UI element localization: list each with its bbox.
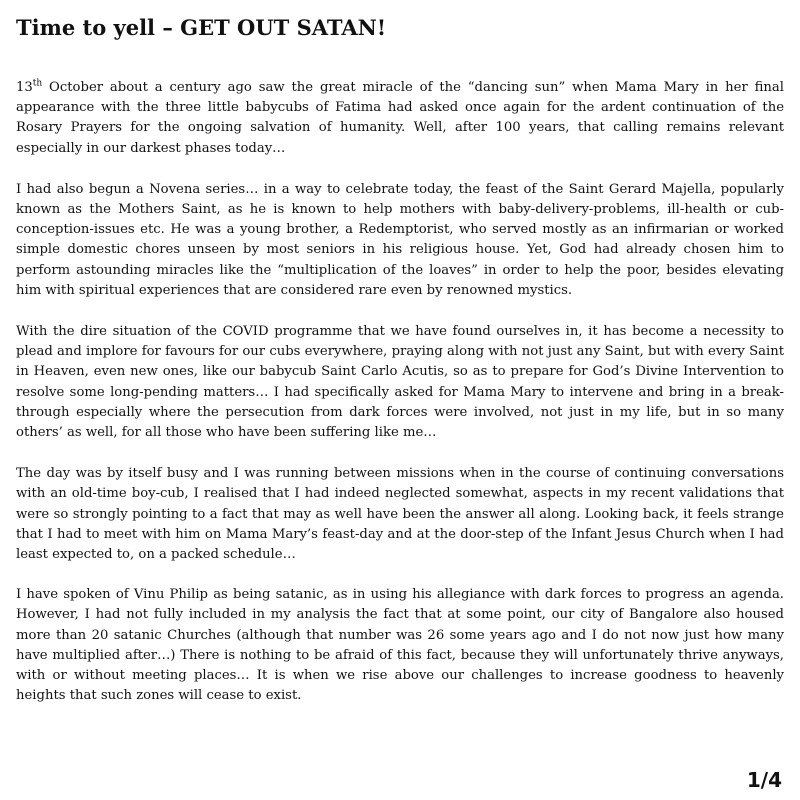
paragraph-4: The day was by itself busy and I was running between missions when in the course of continuing conversations with an old-time boy-cub, I realised that I had indeed neglected somewhat, aspects in my recent validations that were so strongly pointing to a fact that may as well have been the answer all along. Looking back, it feels strange that I had to meet with him on Mama Mary’s feast-day and at the door-step of the Infant Jesus Church when I had least expected to, on a packed schedule… (16, 466, 784, 563)
paragraph-1-day-suffix: th (32, 78, 43, 89)
paragraph-2: I had also begun a Novena series… in a way to celebrate today, the feast of the Saint Gerard Majella, popularly known as the Mothers Saint, as he is known to help mothers with baby-delivery-problems, ill-health or cub-conception-issues etc. He was a young brother, a Redemptorist, who served mostly as an infirmarian or worked simple domestic chores unseen by most seniors in his religious house. Yet, God had already chosen him to perform astounding miracles like the “multiplication of the loaves” in order to help the poor, besides elevating him with spiritual experiences that are considered rare even by renowned mystics. (16, 181, 784, 298)
paragraph-1-text: October about a century ago saw the great miracle of the “dancing sun” when Mama Mary in her final appearance with the three little babycubs of Fatima had asked once again for the ardent continuation of the Rosary Prayers for the ongoing salvation of humanity. Well, after 100 years, that calling remains relevant especially in our darkest phases today… (16, 80, 784, 156)
paragraph-5: I have spoken of Vinu Philip as being satanic, as in using his allegiance with dark forces to progress an agenda. However, I had not fully included in my analysis the fact that at some point, our city of Bangalore also housed more than 20 satanic Churches (although that number was 26 some years ago and I do not now just how many have multiplied after…) There is nothing to be afraid of this fact, because they will unfortunately thrive anyways, with or without meeting places… It is when we rise above our challenges to increase goodness to heavenly heights that such zones will cease to exist. (16, 587, 784, 704)
page-title: Time to yell – GET OUT SATAN! (16, 15, 387, 40)
paragraph-1 (16, 78, 784, 159)
paragraph-3: With the dire situation of the COVID programme that we have found ourselves in, it has become a necessity to plead and implore for favours for our cubs everywhere, praying along with not just any Saint, but with every Saint in Heaven, even new ones, like our babycub Saint Carlo Acutis, so as to prepare for God’s Divine Intervention to resolve some long-pending matters… I had specifically asked for Mama Mary to intervene and bring in a break-through especially where the persecution from dark forces were involved, not just in my life, but in so many others’ as well, for all those who have been suffering like me… (16, 324, 784, 441)
paragraph-1-day: 13 (16, 80, 33, 95)
page-number: 1/4 (746, 768, 782, 792)
